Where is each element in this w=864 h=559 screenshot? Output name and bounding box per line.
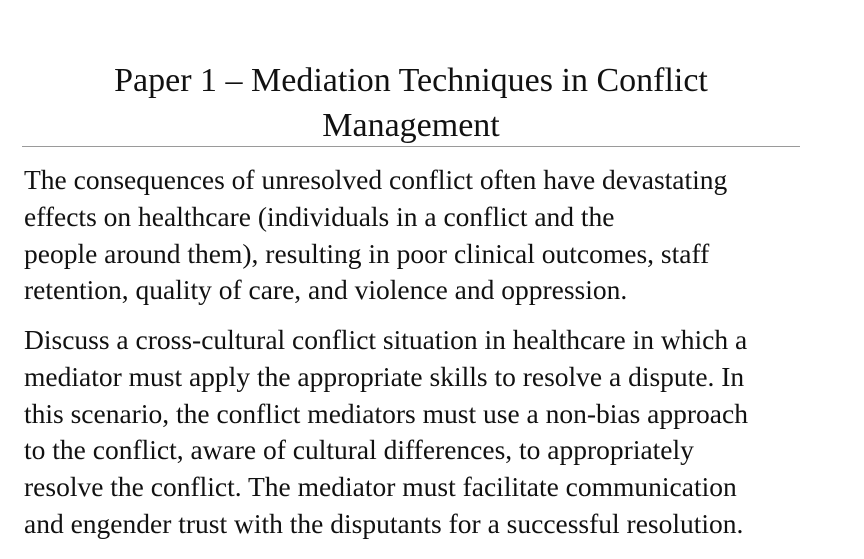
paragraph-consequences — [24, 162, 824, 309]
title-line: Paper 1 – Mediation Techniques in Conflict — [114, 62, 708, 99]
paragraph-line: resolve the conflict. The mediator must facilitate communication — [24, 471, 737, 503]
paragraph-line: people around them), resulting in poor clinical outcomes, staff — [24, 237, 710, 269]
paragraph-line: this scenario, the conflict mediators must use a non-bias approach — [24, 397, 748, 429]
paragraph-line: mediator must apply the appropriate skills to resolve a dispute. In — [24, 360, 745, 392]
paragraph-line: Discuss a cross-cultural conflict situation in healthcare in which a — [24, 324, 748, 355]
paragraph-line: and engender trust with the disputants for a successful resolution. — [24, 507, 744, 539]
page-title — [22, 58, 800, 148]
paragraph-line: retention, quality of care, and violence and oppression. — [24, 274, 628, 306]
paragraph-line: to the conflict, aware of cultural differences, to appropriately — [24, 434, 694, 466]
title-divider — [22, 146, 800, 147]
title-line: Management — [322, 107, 500, 144]
paragraph-assignment-prompt — [24, 322, 824, 543]
paragraph-line: effects on healthcare (individuals in a conflict and the — [24, 200, 615, 232]
paragraph-line: The consequences of unresolved conflict often have devastating — [24, 164, 728, 195]
